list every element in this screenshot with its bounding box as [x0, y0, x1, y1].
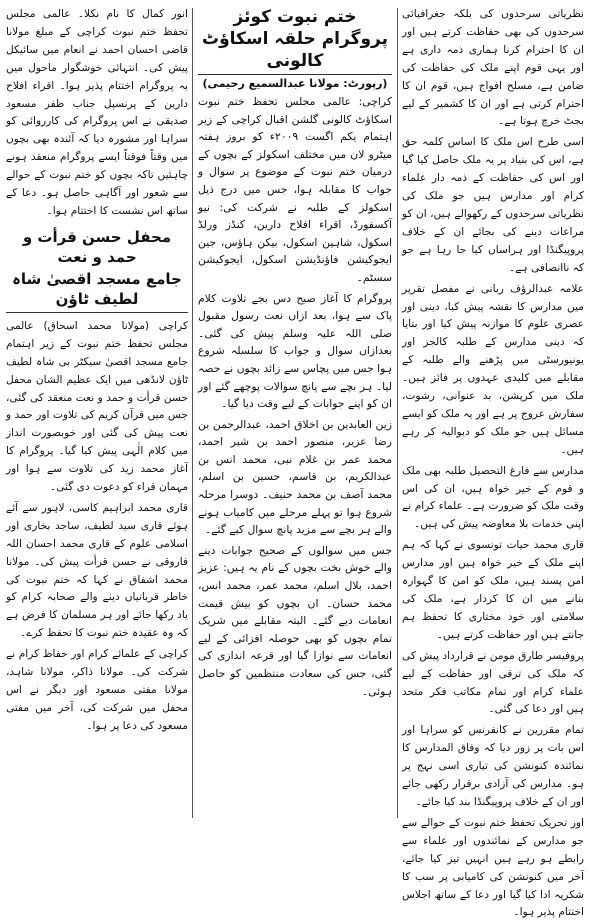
left-column: [6, 6, 188, 820]
paragraph: اور تحریک تحفظ ختم نبوت کے حوالے سے جو مدارس کے نمائندوں اور علماء سے رابطے ہو رہے ہیں انہیں تیز کیا جائے، آخر میں کنونشن کی کامیابی پر سب کا شکریہ ادا کیا گیا اور دعا کے ساتھ اجلاس اختتام پذیر ہوا۔: [402, 816, 584, 919]
paragraph: جس میں سوالوں کے صحیح جوابات دینے والے خوش بخت بچوں کے نام یہ ہیں: عزیز احمد، بلال اسلم، محمد عمر، محمد انس، محمد حسان۔ ان بچوں کو بیش قیمت انعامات دیے گئے۔ البتہ مقابلے میں شریک تمام بچوں کو بھی حوصلہ افزائی کے لیے انعامات سے نوازا گیا اور قرعہ اندازی کی گئی، جس کی سعادت منتظمین کو حاصل ہوئی۔: [198, 543, 392, 698]
paragraph: قاری محمد حیات تونسوی نے کہا کہ ہم اپنے ملک کے خیر خواہ ہیں اور مدارس امن پسند ہیں، ملک کو امن کا گہوارہ بنانے میں ان کا کردار ہے، ملک کی سلامتی اور خود مختاری کا تحفظ ہم جانتے ہیں اور حفاظت کرتے ہیں۔: [402, 539, 584, 641]
paragraph: پروگرام کا آغاز صبح دس بجے تلاوت کلام پاک سے ہوا، بعد ازاں نعت رسول مقبول صلی اللہ علیہ وسلم پیش کی گئی۔ بعدازاں سوال و جواب کا سلسلہ شروع ہوا جس میں پچاس سے زائد بچوں نے حصہ لیا۔ ہر بچے سے پانچ سوالات پوچھے گئے اور ان کو اپنے جوابات کے لیے وقت دیا گیا۔: [198, 291, 392, 411]
paragraph: نظریاتی سرحدوں کی بلکہ جغرافیائی سرحدوں کی بھی حفاظت کرتے ہیں اور ان کا احترام کرنا ہماری ذمہ داری ہے اور یہی قوم اپنے ملک کی حفاظت کی ضامن ہے، مسلح افواج ہیں، قوم ان کا احترام کرتی ہے اور ان کا کشمیر کے لیے بجٹ خرچ ہوتا ہے۔: [402, 8, 584, 128]
column-divider: [192, 8, 193, 818]
paragraph: تمام مقررین نے کانفرنس کو سراہا اور اس بات پر زور دیا کہ وفاق المدارس کا نمائندہ کنونشن کی تیاری اسی نہج پر ہو۔ مدارس کی آزادی برقرار رکھی جائے اور ان کے خلاف پروپیگنڈا بند کیا جائے۔: [402, 724, 584, 808]
paragraph: کراچی (مولانا محمد اسحاق) عالمی مجلس تحفظ ختم نبوت کے زیر اہتمام جامع مسجد اقصیٰ سیکٹر بی شاہ لطیف ٹاؤن لانڈھی میں ایک عظیم الشان محفل حسن قرأت و حمد و نعت منعقد کی گئی، جس میں قرآن کریم کی تلاوت اور حمد و نعت پیش کی گئی اور خوبصورت انداز میں کلام الٰہی پیش کیا گیا۔ پروگرام کا آغاز محمد زید کی تلاوت سے ہوا اور مہمان قراء کو دعوت دی گئی۔: [6, 319, 188, 494]
article-byline: (رپورٹ: مولانا عبدالسمیع رحیمی): [202, 77, 388, 90]
paragraph: علامہ عبدالرؤف ربانی نے مفصل تقریر میں مدارس کا نقشہ پیش کیا، دینی اور عصری علوم کا موازنہ پیش کیا اور بتایا کہ دینی مدارس کے طلبہ کالجز اور یونیورسٹی میں پڑھنے والے طلبہ کے مقابلے میں کلیدی عہدوں پر فائز ہیں۔ ملک میں کرپشن، بد عنوانی، رشوت، سفارش عروج پر ہے اور یہ ملک کو ایسے مسائل ہیں جو ملک کو دیوالیہ کر رہے ہیں۔: [402, 282, 584, 456]
article-headline: ختم نبوت کوئز پروگرام حلقہ اسکاؤٹ کالونی: [198, 6, 392, 75]
paragraph: کراچی: عالمی مجلس تحفظ ختم نبوت اسکاؤٹ کالونی گلشن اقبال کراچی کے زیر اہتمام یکم اگست ۲۰۰۹ء کو بروز ہفتہ میٹرو لان میں مختلف اسکولز کے بچوں کے درمیان ختم نبوت کے موضوع پر سوال و جواب کا مقابلہ ہوا، جس میں درج ذیل اسکولز کے طلبہ نے شرکت کی: نیو آکسفورڈ، اقراء افلاح دارین، کنڈز ورلڈ اسکول، شاہین اسکول، بیکن ہاؤس، جین ایجوکیشن فاؤنڈیشن اسکول، ایجوکیشن سسٹم۔: [198, 95, 392, 284]
column-divider: [397, 8, 398, 818]
paragraph: زین العابدین بن اخلاق احمد، عبدالرحمن بن رضا عزیر، منصور احمد بن شیر احمد، محمد عمر بن غلام نبی، محمد انس بن عبدالکریم، بن قاسم، حسین بن اسلم، محمد آصف بن محمد حنیف۔ دوسرا مرحلہ شروع ہوا تو پہلے مرحلے میں کامیاب ہونے والے ہر بچے سے مزید پانچ سوال کیے گئے۔: [198, 417, 392, 537]
paragraph: اسی طرح اس ملک کا اساس کلمہ حق ہے، اس کی بنیاد پر یہ ملک حاصل کیا گیا اور اس کی حفاظت کے ذمہ دار علماء کرام اور مدارس ہیں جو ملک کی نظریاتی سرحدوں کے رکھوالے ہیں، ان کو مراعات دینے کی بجائے ان کے خلاف پروپیگنڈا اور ہراساں کیا جا رہا ہے جو کہ ناانصافی ہے۔: [402, 136, 584, 274]
paragraph: قاری محمد ابراہیم کاسی، لاہور سے آئے ہوئے قاری سید لطیف، ساجد بخاری اور اسلامی علوم کے قاری محمد احسان اللہ فاروقی نے حسن قرأت پیش کی۔ مولانا محمد اشفاق نے کہا کہ ختم نبوت کی خاطر قربانیاں دینے والے صحابہ کرام کو یاد رکھا جائے اور ہر مسلمان کا فرض ہے کہ وہ عقیدہ ختم نبوت کا تحفظ کرے۔: [6, 501, 188, 640]
paragraph: انور کمال کا نام نکلا۔ عالمی مجلس تحفظ ختم نبوت کراچی کے مبلغ مولانا قاضی احسان احمد نے انعام میں سائیکل پیش کی۔ انتہائی خوشگوار ماحول میں یہ پروگرام اختتام پذیر ہوا۔ اقراء افلاح دارین کے پرنسپل جناب ظفر مسعود صدیقی نے اس پروگرام کی کارروائی کو سراہا اور مشورہ دیا کہ آئندہ بھی بچوں میں وقتاً فوقتاً ایسے پروگرام منعقد ہونے چاہئیں تاکہ بچوں کو ختم نبوت کے حوالے سے شعور اور آگاہی حاصل ہو۔ دعا کے ساتھ اس نشست کا اختتام ہوا۔: [6, 8, 188, 217]
middle-column: [198, 6, 392, 820]
paragraph: مدارس سے فارغ التحصیل طلبہ بھی ملک و قوم کے خیر خواہ ہیں، ان کی اس وقت ملک کو ضرورت ہے۔ علماء کرام نے اپنی خدمات بلا معاوضہ پیش کی ہیں۔: [402, 464, 584, 531]
paragraph: پروفیسر طارق مومن نے قرارداد پیش کی کہ ملک کی ترقی اور حفاظت کے لیے علماء کرام اور تمام مکاتب فکر متحد ہیں اور دعا کی گئی۔: [402, 649, 584, 716]
section-headline: محفل حسن قرأت و حمد و نعت: [22, 227, 172, 266]
section-subheadline: جامع مسجد اقصیٰ شاہ لطیف ٹاؤن: [6, 269, 188, 313]
paragraph: کراچی کے علمائے کرام اور حفاظ کرام نے شرکت کی۔ مولانا ذاکر، مولانا شاہد، مولانا مفتی مسعود اور دیگر نے اس محفل میں شرکت کی، آخر میں مفتی مسعود کی دعا پر ہوا۔: [6, 648, 188, 732]
right-column: [402, 6, 584, 919]
